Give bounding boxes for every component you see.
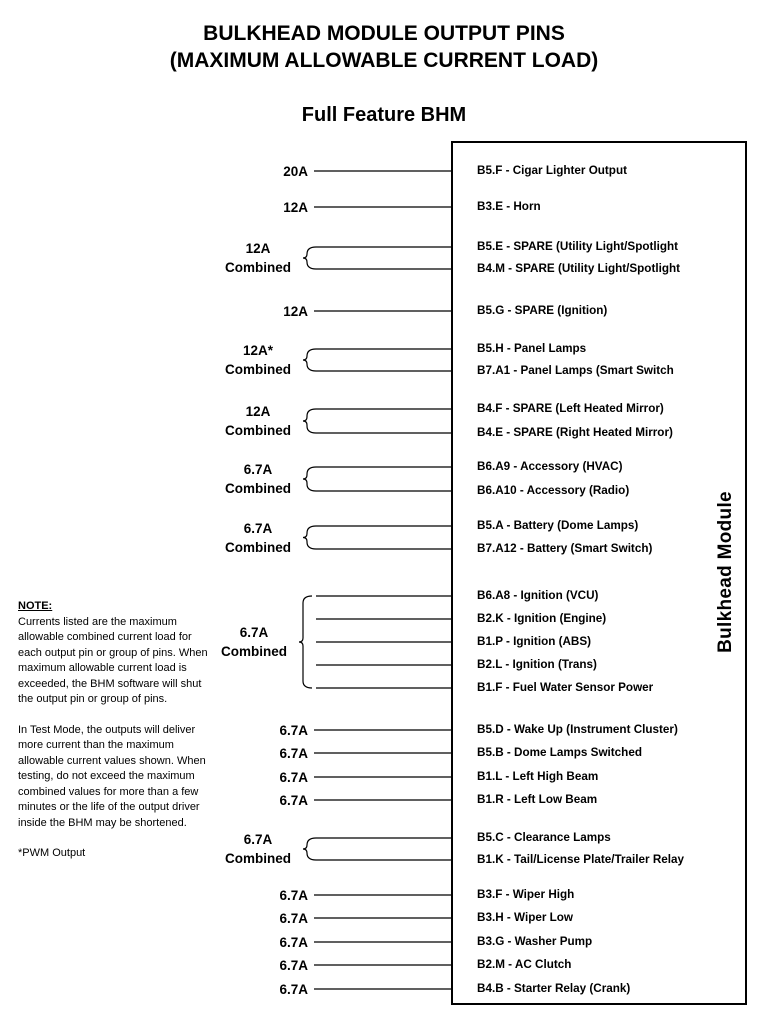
pin-label: B7.A12 - Battery (Smart Switch) (477, 542, 653, 555)
current-rating: 6.7A (279, 958, 308, 973)
pin-label: B5.A - Battery (Dome Lamps) (477, 519, 639, 532)
combined-brace (303, 526, 316, 549)
pin-label: B3.G - Washer Pump (477, 935, 593, 948)
combined-label: Combined (225, 851, 291, 866)
current-rating (218, 239, 298, 277)
pin-label: B4.B - Starter Relay (Crank) (477, 982, 631, 995)
combined-label: Combined (225, 362, 291, 377)
pin-label: B1.P - Ignition (ABS) (477, 635, 592, 648)
pin-label: B5.F - Cigar Lighter Output (477, 164, 627, 177)
pin-label: B1.R - Left Low Beam (477, 793, 598, 806)
title-line-2: (MAXIMUM ALLOWABLE CURRENT LOAD) (169, 49, 599, 72)
current-rating: 6.7A (279, 935, 308, 950)
pin-label: B5.C - Clearance Lamps (477, 831, 611, 844)
current-value: 6.7A (239, 625, 269, 640)
current-rating: 6.7A (279, 723, 308, 738)
current-rating: 6.7A (279, 888, 308, 903)
current-value: 6.7A (243, 520, 273, 536)
pin-label: B6.A9 - Accessory (HVAC) (477, 460, 623, 473)
pin-label: B1.F - Fuel Water Sensor Power (477, 681, 654, 694)
current-value: 12A* (242, 343, 274, 358)
pin-label: B1.K - Tail/License Plate/Trailer Relay (477, 853, 685, 866)
combined-label: Combined (225, 481, 291, 496)
note-block (18, 599, 208, 877)
note-paragraph-1: Currents listed are the maximum allowable combined current load for each output pin or group of pins. When maximum allowable current load is exceeded, the BHM software will shut the output pin or group of pins. (18, 615, 208, 705)
current-rating: 6.7A (279, 982, 308, 997)
current-value: 6.7A (243, 832, 273, 847)
pin-label: B3.F - Wiper High (477, 888, 575, 901)
note-paragraph-2: In Test Mode, the outputs will deliver more current than the maximum allowable current values shown. When testing, do not exceed the maximum combined values for more than a few minutes or the life of the output driver inside the BHM may be shortened. (18, 723, 206, 829)
pin-label: B2.L - Ignition (Trans) (477, 658, 597, 671)
combined-brace (303, 247, 316, 269)
bulkhead-module-label: Bulkhead Module (715, 491, 736, 653)
pin-label: B4.M - SPARE (Utility Light/Spotlight (477, 262, 680, 275)
pin-label: B4.E - SPARE (Right Heated Mirror) (477, 426, 673, 439)
pin-label: B2.M - AC Clutch (477, 958, 572, 971)
pin-label: B5.D - Wake Up (Instrument Cluster) (477, 723, 678, 736)
subtitle: Full Feature BHM (301, 104, 467, 126)
pin-label: B1.L - Left High Beam (477, 770, 599, 783)
title-line-1: BULKHEAD MODULE OUTPUT PINS (203, 22, 565, 45)
pin-label: B4.F - SPARE (Left Heated Mirror) (477, 402, 664, 415)
pin-label: B5.H - Panel Lamps (477, 342, 587, 355)
combined-brace (303, 409, 316, 433)
current-value: 12A (245, 241, 271, 256)
combined-label: Combined (225, 539, 291, 555)
current-value: 12A (245, 404, 271, 419)
combined-label: Combined (225, 260, 291, 275)
current-rating (218, 402, 298, 440)
pin-label: B3.E - Horn (477, 200, 541, 213)
pin-label: B5.G - SPARE (Ignition) (477, 304, 608, 317)
current-rating: 6.7A (279, 746, 308, 761)
current-value: 6.7A (243, 462, 273, 477)
current-rating: 12A (283, 200, 308, 215)
current-rating: 6.7A (279, 911, 308, 926)
pin-label: B6.A10 - Accessory (Radio) (477, 484, 630, 497)
pin-label: B7.A1 - Panel Lamps (Smart Switch (477, 364, 674, 377)
combined-brace (299, 596, 312, 688)
current-rating (218, 341, 298, 379)
current-rating (218, 830, 298, 868)
current-rating: 6.7A (279, 793, 308, 808)
combined-label: Combined (221, 644, 287, 659)
current-rating (218, 460, 298, 498)
combined-label: Combined (225, 423, 291, 438)
current-rating (218, 519, 298, 557)
pin-label: B3.H - Wiper Low (477, 911, 573, 924)
combined-brace (303, 349, 316, 371)
combined-brace (303, 467, 316, 491)
pin-label: B2.K - Ignition (Engine) (477, 612, 607, 625)
current-rating (214, 623, 294, 661)
pwm-footnote: *PWM Output (18, 847, 86, 859)
pin-label: B5.E - SPARE (Utility Light/Spotlight (477, 240, 679, 253)
current-rating: 20A (283, 164, 308, 179)
current-rating: 6.7A (279, 770, 308, 785)
pin-label: B5.B - Dome Lamps Switched (477, 746, 642, 759)
combined-brace (303, 838, 316, 860)
pin-label: B6.A8 - Ignition (VCU) (477, 589, 599, 602)
note-heading: NOTE: (18, 600, 53, 612)
current-rating: 12A (283, 304, 308, 319)
